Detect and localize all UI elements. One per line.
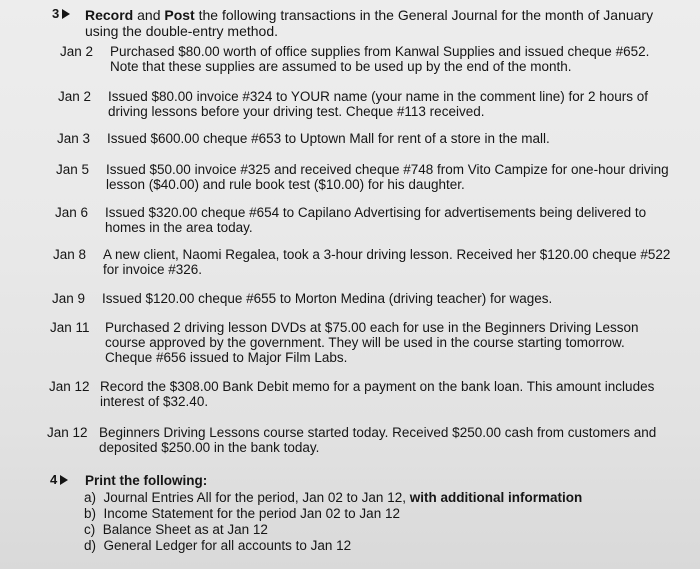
transaction-description: Record the $308.00 Bank Debit memo for a payment on the bank loan. This amount includes interest of $32.40. (100, 379, 655, 409)
transaction-description: Issued $50.00 invoice #325 and received cheque #748 from Vito Campize for one-hour driving lesson ($40.00) and rule book test ($10.00) for his daughter. (106, 162, 669, 192)
transaction-description: A new client, Naomi Regalea, took a 3-hour driving lesson. Received her $120.00 cheque #522 for invoice #326. (103, 247, 671, 277)
arrow-right-icon (60, 475, 68, 485)
print-list-item: d) General Ledger for all accounts to Jan 12 (84, 538, 352, 553)
transaction-description: Issued $120.00 cheque #655 to Morton Medina (driving teacher) for wages. (102, 291, 553, 306)
transaction-date: Jan 6 (55, 205, 89, 220)
step-4-number: 4 (50, 472, 68, 487)
step-3-number: 3 (52, 6, 70, 21)
transaction-description: Beginners Driving Lessons course started today. Received $250.00 cash from customers and deposited $250.00 in the bank today. (99, 425, 657, 455)
arrow-right-icon (62, 9, 70, 19)
transaction-date: Jan 3 (57, 131, 91, 146)
transaction-description: Purchased 2 driving lesson DVDs at $75.00 each for use in the Beginners Driving Lesson course approved by the government. They will be used in the course starting tomorrow. Cheque #656 issued to Major Film Labs. (105, 320, 639, 365)
transaction-description: Issued $320.00 cheque #654 to Capilano Advertising for advertisements being delivered to homes in the area today. (105, 205, 647, 235)
print-list-item: b) Income Statement for the period Jan 02 to Jan 12 (84, 506, 400, 521)
transaction-date: Jan 9 (52, 291, 86, 306)
step-3-instruction: Record and Post the following transactions in the General Journal for the month of January using the double-entry method. (85, 7, 654, 39)
transaction-date: Jan 12 (49, 379, 90, 394)
transaction-date: Jan 8 (53, 247, 87, 262)
transaction-date: Jan 2 (58, 89, 92, 104)
transaction-description: Issued $600.00 cheque #653 to Uptown Mall for rent of a store in the mall. (107, 131, 550, 146)
transaction-date: Jan 5 (56, 162, 90, 177)
transaction-date: Jan 12 (47, 425, 88, 440)
transaction-description: Issued $80.00 invoice #324 to YOUR name (your name in the comment line) for 2 hours of driving lessons before your driving test. Cheque #113 received. (108, 89, 649, 119)
print-list-item: a) Journal Entries All for the period, Jan 02 to Jan 12, with additional information (84, 490, 583, 505)
transaction-date: Jan 2 (60, 44, 94, 59)
step-4-heading: Print the following: (85, 473, 208, 488)
print-list-item: c) Balance Sheet as at Jan 12 (84, 522, 268, 537)
transaction-date: Jan 11 (50, 320, 90, 335)
transaction-description: Purchased $80.00 worth of office supplies from Kanwal Supplies and issued cheque #652. Note that these supplies are assumed to be used up by the end of the month. (110, 44, 650, 74)
